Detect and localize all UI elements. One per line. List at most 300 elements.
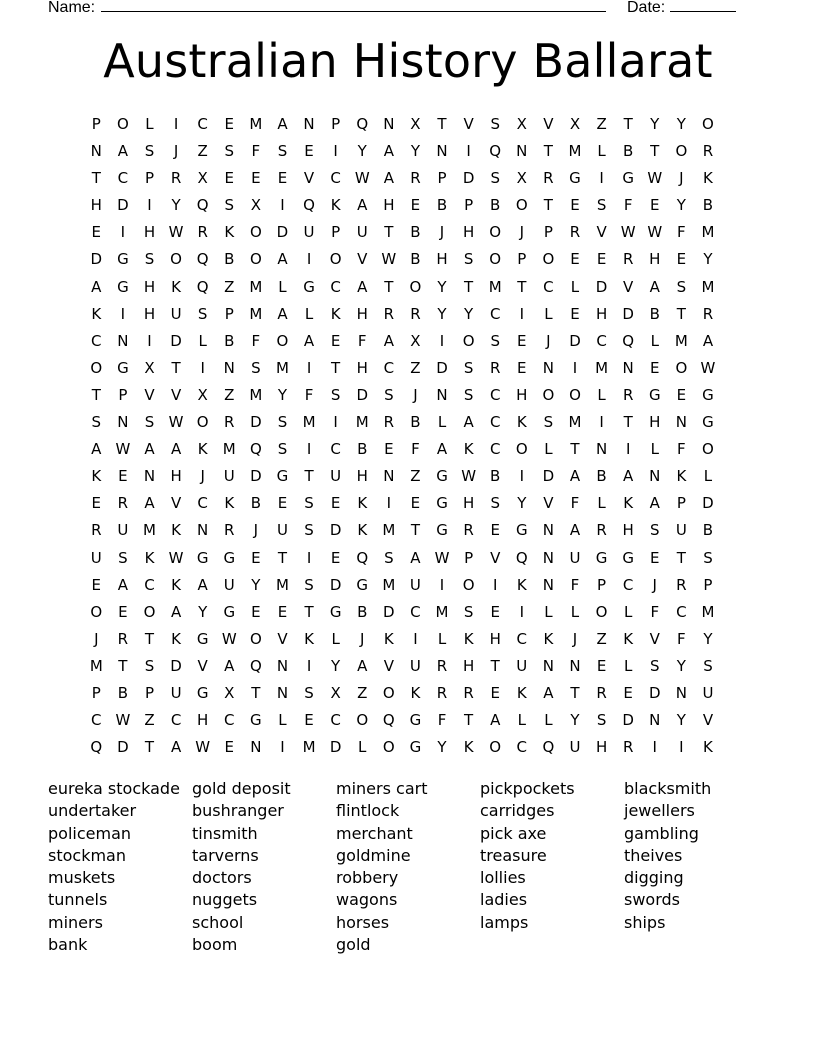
grid-letter[interactable]: E	[650, 196, 660, 215]
grid-letter[interactable]: C	[330, 440, 341, 459]
grid-letter[interactable]: M	[701, 223, 715, 242]
grid-letter[interactable]: R	[117, 494, 129, 513]
grid-letter[interactable]: T	[277, 548, 288, 567]
grid-letter[interactable]: C	[91, 331, 102, 350]
grid-letter[interactable]: A	[144, 494, 155, 513]
grid-letter[interactable]: S	[197, 304, 208, 323]
grid-letter[interactable]: N	[649, 711, 661, 730]
grid-letter[interactable]: I	[306, 656, 312, 675]
grid-letter[interactable]: T	[623, 115, 633, 133]
grid-letter[interactable]: V	[277, 629, 288, 648]
grid-letter[interactable]: S	[543, 413, 554, 432]
grid-letter[interactable]: W	[461, 467, 477, 486]
grid-letter[interactable]: X	[330, 683, 341, 702]
grid-letter[interactable]: Y	[703, 629, 713, 648]
grid-letter[interactable]: O	[116, 115, 129, 133]
grid-letter[interactable]: W	[434, 548, 450, 567]
grid-letter[interactable]: I	[306, 250, 312, 269]
grid-letter[interactable]: H	[622, 521, 634, 540]
grid-letter[interactable]: Y	[650, 115, 660, 133]
grid-letter[interactable]: I	[120, 223, 126, 242]
grid-letter[interactable]: F	[570, 494, 580, 513]
grid-letter[interactable]: C	[330, 169, 341, 188]
grid-letter[interactable]: M	[249, 115, 263, 133]
grid-letter[interactable]: J	[200, 467, 205, 486]
grid-letter[interactable]: R	[91, 521, 102, 540]
grid-letter[interactable]: A	[569, 521, 581, 540]
grid-letter[interactable]: A	[357, 277, 368, 296]
grid-letter[interactable]: N	[542, 575, 554, 594]
grid-letter[interactable]: I	[200, 358, 205, 377]
grid-letter[interactable]: M	[222, 440, 236, 459]
grid-letter[interactable]: C	[170, 711, 182, 730]
grid-letter[interactable]: T	[304, 467, 314, 486]
grid-letter[interactable]: B	[357, 602, 368, 621]
grid-letter[interactable]: N	[223, 358, 235, 377]
grid-letter[interactable]: E	[676, 385, 687, 404]
grid-letter[interactable]: V	[383, 656, 394, 675]
grid-letter[interactable]: S	[463, 358, 474, 377]
grid-letter[interactable]: U	[117, 521, 129, 540]
grid-letter[interactable]: S	[384, 385, 394, 404]
grid-letter[interactable]: M	[302, 738, 316, 757]
grid-letter[interactable]: G	[196, 629, 209, 648]
grid-letter[interactable]: X	[410, 331, 421, 350]
grid-letter[interactable]: L	[623, 656, 633, 675]
grid-letter[interactable]: S	[703, 656, 713, 675]
grid-letter[interactable]: Y	[570, 711, 580, 730]
grid-letter[interactable]: S	[596, 711, 607, 730]
grid-letter[interactable]: T	[517, 277, 527, 296]
grid-letter[interactable]: Q	[356, 548, 369, 567]
grid-letter[interactable]: O	[90, 358, 103, 377]
grid-letter[interactable]: F	[251, 142, 261, 161]
grid-letter[interactable]: L	[597, 142, 606, 161]
grid-letter[interactable]: M	[382, 575, 396, 594]
grid-letter[interactable]: R	[410, 304, 421, 323]
grid-letter[interactable]: U	[90, 548, 102, 567]
grid-letter[interactable]: H	[489, 629, 501, 648]
grid-letter[interactable]: I	[413, 629, 418, 648]
grid-letter[interactable]: I	[572, 358, 578, 377]
grid-letter[interactable]: S	[650, 656, 660, 675]
grid-letter[interactable]: U	[409, 575, 421, 594]
grid-letter[interactable]: S	[650, 521, 660, 540]
grid-letter[interactable]: H	[90, 196, 102, 215]
grid-letter[interactable]: I	[306, 440, 312, 459]
grid-letter[interactable]: N	[542, 656, 554, 675]
grid-letter[interactable]: E	[650, 548, 660, 567]
grid-letter[interactable]: X	[197, 385, 208, 404]
grid-letter[interactable]: W	[168, 223, 184, 242]
grid-letter[interactable]: G	[196, 548, 209, 567]
grid-letter[interactable]: M	[382, 521, 396, 540]
grid-letter[interactable]: G	[196, 683, 209, 702]
grid-letter[interactable]: G	[356, 575, 369, 594]
grid-letter[interactable]: S	[463, 385, 474, 404]
grid-letter[interactable]: L	[570, 602, 580, 621]
grid-letter[interactable]: K	[463, 738, 474, 757]
grid-letter[interactable]: C	[330, 277, 341, 296]
grid-letter[interactable]: B	[224, 250, 235, 269]
grid-letter[interactable]: A	[383, 169, 394, 188]
grid-letter[interactable]: M	[568, 413, 582, 432]
grid-letter[interactable]: K	[171, 629, 181, 648]
grid-letter[interactable]: Q	[542, 738, 555, 757]
grid-letter[interactable]: Y	[331, 656, 341, 675]
grid-letter[interactable]: I	[599, 413, 604, 432]
grid-letter[interactable]: E	[277, 602, 288, 621]
grid-letter[interactable]: N	[143, 467, 156, 486]
grid-letter[interactable]: B	[357, 440, 368, 459]
grid-letter[interactable]: S	[676, 277, 687, 296]
grid-letter[interactable]: I	[147, 196, 152, 215]
grid-letter[interactable]: O	[249, 250, 262, 269]
grid-letter[interactable]: T	[570, 683, 580, 702]
grid-letter[interactable]: C	[489, 413, 501, 432]
grid-letter[interactable]: K	[357, 521, 368, 540]
grid-letter[interactable]: P	[703, 575, 713, 594]
grid-letter[interactable]: J	[253, 521, 259, 540]
grid-letter[interactable]: E	[330, 331, 341, 350]
grid-letter[interactable]: O	[462, 331, 475, 350]
grid-letter[interactable]: T	[464, 277, 474, 296]
grid-letter[interactable]: T	[171, 358, 181, 377]
grid-letter[interactable]: U	[303, 223, 315, 242]
grid-letter[interactable]: E	[224, 169, 234, 188]
grid-letter[interactable]: H	[462, 223, 475, 242]
grid-letter[interactable]: R	[622, 250, 634, 269]
grid-letter[interactable]: I	[386, 494, 392, 513]
grid-letter[interactable]: I	[280, 738, 285, 757]
grid-letter[interactable]: E	[251, 548, 261, 567]
grid-letter[interactable]: M	[89, 656, 103, 675]
grid-letter[interactable]: N	[90, 142, 102, 161]
grid-letter[interactable]: A	[383, 142, 394, 161]
grid-letter[interactable]: E	[91, 494, 102, 513]
grid-letter[interactable]: G	[117, 358, 129, 377]
grid-letter[interactable]: E	[251, 169, 261, 188]
grid-letter[interactable]: E	[517, 358, 527, 377]
grid-letter[interactable]: A	[117, 142, 129, 161]
grid-letter[interactable]: X	[224, 683, 235, 702]
grid-letter[interactable]: L	[544, 602, 553, 621]
grid-letter[interactable]: S	[91, 413, 102, 432]
grid-letter[interactable]: C	[516, 738, 528, 757]
grid-letter[interactable]: A	[91, 440, 102, 459]
grid-letter[interactable]: N	[276, 656, 289, 675]
grid-letter[interactable]: N	[117, 331, 129, 350]
grid-letter[interactable]: K	[357, 494, 368, 513]
grid-letter[interactable]: S	[251, 358, 261, 377]
grid-letter[interactable]: K	[330, 304, 341, 323]
grid-letter[interactable]: T	[91, 385, 101, 404]
grid-letter[interactable]: O	[382, 683, 395, 702]
grid-letter[interactable]: I	[599, 169, 604, 188]
grid-letter[interactable]: K	[463, 440, 474, 459]
grid-letter[interactable]: Y	[464, 304, 474, 323]
grid-letter[interactable]: S	[277, 413, 288, 432]
grid-letter[interactable]: K	[224, 494, 235, 513]
grid-letter[interactable]: S	[304, 575, 314, 594]
grid-letter[interactable]: K	[516, 413, 527, 432]
grid-letter[interactable]: M	[275, 575, 289, 594]
grid-letter[interactable]: Y	[437, 738, 447, 757]
grid-letter[interactable]: A	[117, 575, 129, 594]
grid-letter[interactable]: L	[570, 277, 580, 296]
grid-letter[interactable]: Y	[703, 250, 713, 269]
grid-letter[interactable]: W	[354, 169, 370, 188]
grid-letter[interactable]: H	[197, 711, 209, 730]
grid-letter[interactable]: D	[436, 358, 448, 377]
grid-letter[interactable]: I	[333, 413, 338, 432]
grid-letter[interactable]: I	[519, 467, 525, 486]
grid-letter[interactable]: Q	[90, 738, 103, 757]
grid-letter[interactable]: V	[170, 385, 182, 404]
grid-letter[interactable]: A	[224, 656, 235, 675]
grid-letter[interactable]: B	[702, 196, 714, 215]
grid-letter[interactable]: Y	[251, 575, 261, 594]
grid-letter[interactable]: G	[117, 250, 129, 269]
grid-letter[interactable]: S	[224, 142, 235, 161]
grid-letter[interactable]: W	[647, 223, 663, 242]
grid-letter[interactable]: S	[144, 413, 155, 432]
grid-letter[interactable]: S	[596, 196, 607, 215]
grid-letter[interactable]: O	[382, 738, 395, 757]
grid-letter[interactable]: Q	[196, 277, 209, 296]
grid-letter[interactable]: X	[516, 115, 527, 133]
grid-letter[interactable]: T	[490, 656, 500, 675]
grid-letter[interactable]: F	[357, 331, 367, 350]
grid-letter[interactable]: N	[569, 656, 581, 675]
grid-letter[interactable]: B	[224, 331, 235, 350]
grid-letter[interactable]: B	[702, 521, 714, 540]
grid-letter[interactable]: B	[250, 494, 261, 513]
grid-letter[interactable]: X	[410, 115, 421, 133]
grid-letter[interactable]: Y	[517, 494, 527, 513]
grid-letter[interactable]: P	[331, 115, 341, 133]
grid-letter[interactable]: B	[117, 683, 129, 702]
grid-letter[interactable]: S	[277, 440, 288, 459]
grid-letter[interactable]: N	[542, 358, 554, 377]
grid-letter[interactable]: T	[676, 304, 686, 323]
grid-letter[interactable]: F	[251, 331, 261, 350]
grid-letter[interactable]: A	[649, 277, 660, 296]
grid-letter[interactable]: N	[383, 115, 395, 133]
grid-letter[interactable]: L	[650, 331, 659, 350]
grid-letter[interactable]: J	[94, 629, 99, 648]
grid-letter[interactable]: A	[649, 494, 660, 513]
grid-letter[interactable]: K	[410, 683, 421, 702]
grid-letter[interactable]: A	[357, 196, 368, 215]
grid-letter[interactable]: H	[356, 467, 368, 486]
grid-letter[interactable]: C	[91, 711, 102, 730]
grid-letter[interactable]: I	[519, 602, 525, 621]
grid-letter[interactable]: O	[249, 223, 262, 242]
grid-letter[interactable]: L	[198, 331, 207, 350]
grid-letter[interactable]: H	[462, 656, 475, 675]
grid-letter[interactable]: R	[170, 169, 182, 188]
grid-letter[interactable]: G	[622, 548, 634, 567]
grid-letter[interactable]: K	[383, 629, 394, 648]
grid-letter[interactable]: N	[197, 521, 209, 540]
grid-letter[interactable]: P	[331, 223, 341, 242]
grid-letter[interactable]: F	[304, 385, 314, 404]
grid-letter[interactable]: H	[595, 304, 608, 323]
grid-letter[interactable]: G	[595, 548, 608, 567]
grid-letter[interactable]: V	[197, 656, 208, 675]
grid-letter[interactable]: E	[490, 602, 500, 621]
grid-letter[interactable]: S	[490, 115, 500, 133]
grid-letter[interactable]: L	[358, 738, 367, 757]
grid-letter[interactable]: E	[410, 196, 421, 215]
grid-letter[interactable]: I	[120, 304, 126, 323]
grid-letter[interactable]: T	[144, 738, 155, 757]
grid-letter[interactable]: K	[171, 521, 181, 540]
grid-letter[interactable]: C	[489, 304, 501, 323]
grid-letter[interactable]: C	[489, 440, 501, 459]
grid-letter[interactable]: O	[489, 223, 502, 242]
grid-letter[interactable]: T	[437, 115, 447, 133]
grid-letter[interactable]: M	[435, 602, 449, 621]
grid-letter[interactable]: L	[650, 440, 659, 459]
grid-letter[interactable]: Q	[622, 331, 635, 350]
grid-letter[interactable]: X	[250, 196, 261, 215]
grid-letter[interactable]: M	[249, 304, 263, 323]
grid-letter[interactable]: W	[620, 223, 636, 242]
grid-letter[interactable]: J	[173, 142, 179, 161]
grid-letter[interactable]: U	[702, 683, 714, 702]
grid-letter[interactable]: M	[701, 602, 715, 621]
grid-letter[interactable]: Y	[410, 142, 420, 161]
grid-letter[interactable]: O	[675, 358, 688, 377]
grid-letter[interactable]: V	[649, 629, 660, 648]
grid-letter[interactable]: T	[543, 142, 553, 161]
grid-letter[interactable]: N	[250, 738, 262, 757]
grid-letter[interactable]: Q	[196, 250, 209, 269]
grid-letter[interactable]: J	[572, 629, 578, 648]
grid-letter[interactable]: N	[595, 440, 608, 459]
grid-letter[interactable]: S	[490, 331, 500, 350]
grid-letter[interactable]: U	[569, 738, 581, 757]
grid-letter[interactable]: W	[168, 413, 184, 432]
grid-letter[interactable]: V	[303, 169, 315, 188]
grid-letter[interactable]: L	[331, 629, 340, 648]
grid-letter[interactable]: W	[168, 548, 184, 567]
grid-letter[interactable]: D	[542, 467, 555, 486]
grid-letter[interactable]: T	[384, 277, 394, 296]
grid-letter[interactable]: W	[115, 440, 131, 459]
grid-letter[interactable]: K	[703, 169, 713, 188]
grid-letter[interactable]: X	[569, 115, 581, 133]
grid-letter[interactable]: Q	[249, 656, 262, 675]
grid-letter[interactable]: P	[144, 683, 154, 702]
grid-letter[interactable]: J	[679, 169, 684, 188]
grid-letter[interactable]: P	[543, 223, 553, 242]
grid-letter[interactable]: G	[409, 711, 422, 730]
grid-letter[interactable]: F	[570, 575, 580, 594]
grid-letter[interactable]: T	[144, 629, 155, 648]
grid-letter[interactable]: R	[702, 304, 714, 323]
grid-letter[interactable]: K	[197, 440, 208, 459]
grid-letter[interactable]: O	[409, 277, 422, 296]
grid-letter[interactable]: C	[383, 358, 395, 377]
grid-letter[interactable]: H	[649, 250, 661, 269]
grid-letter[interactable]: R	[463, 521, 474, 540]
grid-letter[interactable]: S	[304, 521, 314, 540]
grid-letter[interactable]: Y	[357, 142, 367, 161]
grid-letter[interactable]: H	[170, 467, 182, 486]
grid-letter[interactable]: J	[360, 629, 365, 648]
grid-letter[interactable]: U	[330, 467, 342, 486]
grid-letter[interactable]: S	[490, 169, 500, 188]
grid-letter[interactable]: D	[648, 683, 661, 702]
grid-letter[interactable]: I	[625, 440, 631, 459]
grid-letter[interactable]: S	[144, 656, 155, 675]
grid-letter[interactable]: W	[195, 738, 211, 757]
grid-letter[interactable]: H	[143, 277, 156, 296]
grid-letter[interactable]: I	[652, 738, 657, 757]
grid-letter[interactable]: C	[330, 711, 341, 730]
grid-letter[interactable]: U	[223, 575, 235, 594]
grid-letter[interactable]: N	[276, 683, 289, 702]
grid-letter[interactable]: T	[384, 223, 394, 242]
grid-letter[interactable]: S	[304, 683, 314, 702]
grid-letter[interactable]: R	[436, 656, 448, 675]
date-blank-line[interactable]	[670, 0, 736, 12]
grid-letter[interactable]: R	[596, 521, 607, 540]
grid-letter[interactable]: B	[623, 142, 634, 161]
grid-letter[interactable]: E	[570, 196, 580, 215]
grid-letter[interactable]: H	[436, 250, 448, 269]
grid-letter[interactable]: O	[515, 196, 528, 215]
grid-letter[interactable]: S	[490, 494, 500, 513]
grid-letter[interactable]: O	[569, 385, 581, 404]
grid-letter[interactable]: O	[462, 575, 475, 594]
grid-letter[interactable]: K	[171, 277, 181, 296]
grid-letter[interactable]: S	[330, 385, 341, 404]
grid-letter[interactable]: E	[91, 575, 102, 594]
grid-letter[interactable]: E	[570, 304, 580, 323]
grid-letter[interactable]: K	[516, 575, 527, 594]
grid-letter[interactable]: X	[144, 358, 155, 377]
grid-letter[interactable]: N	[675, 683, 687, 702]
grid-letter[interactable]: U	[409, 656, 421, 675]
grid-letter[interactable]: R	[383, 413, 395, 432]
grid-letter[interactable]: M	[355, 413, 369, 432]
grid-letter[interactable]: K	[543, 629, 554, 648]
grid-letter[interactable]: G	[276, 467, 289, 486]
grid-letter[interactable]: O	[515, 440, 528, 459]
grid-letter[interactable]: A	[436, 440, 448, 459]
grid-letter[interactable]: C	[197, 494, 208, 513]
grid-letter[interactable]: I	[439, 575, 445, 594]
grid-letter[interactable]: O	[702, 440, 714, 459]
grid-letter[interactable]: G	[329, 602, 342, 621]
grid-letter[interactable]: Y	[676, 656, 686, 675]
grid-letter[interactable]: X	[516, 169, 527, 188]
grid-letter[interactable]: D	[170, 331, 182, 350]
grid-letter[interactable]: I	[492, 575, 498, 594]
grid-letter[interactable]: Q	[515, 548, 528, 567]
grid-letter[interactable]: E	[623, 683, 633, 702]
grid-letter[interactable]: H	[143, 223, 156, 242]
grid-letter[interactable]: A	[623, 467, 634, 486]
grid-letter[interactable]: R	[410, 169, 421, 188]
grid-letter[interactable]: A	[170, 738, 182, 757]
grid-letter[interactable]: G	[702, 385, 714, 404]
grid-letter[interactable]: R	[622, 385, 634, 404]
